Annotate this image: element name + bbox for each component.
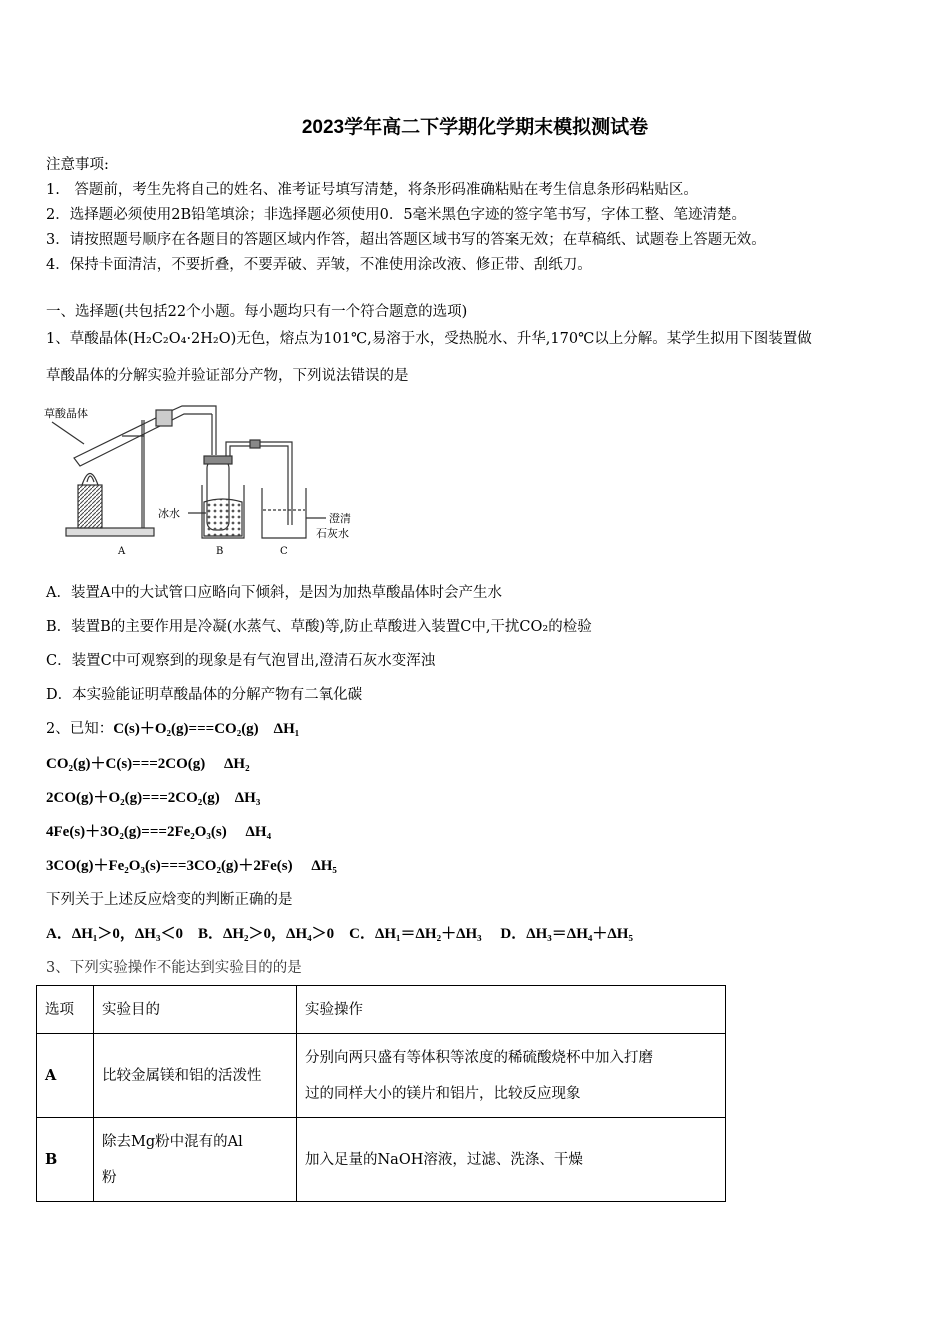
label-ice-water: 冰水 <box>158 507 180 520</box>
row-a-operation <box>297 1034 726 1118</box>
apparatus-figure <box>44 400 364 565</box>
row-a-operation-line-2: 过的同样大小的镁片和铝片，比较反应现象 <box>305 1085 581 1102</box>
q3-stem: 3、下列实验操作不能达到实验目的的是 <box>46 960 302 976</box>
notice-item-3: 3．请按照题号顺序在各题目的答题区域内作答，超出答题区域书写的答案无效；在草稿纸、试题卷上答题无效。 <box>46 232 766 248</box>
q2-equation-2: CO₂(g)＋C(s)===2CO(g) ΔH₂ <box>46 756 250 772</box>
question-1-line-1: 1、草酸晶体(H₂C₂O₄·2H₂O)无色，熔点为101℃,易溶于水，受热脱水、升华,170℃以上分解。某学生拟用下图装置做 <box>46 331 812 347</box>
q1-option-c: C．装置C中可观察到的现象是有气泡冒出,澄清石灰水变浑浊 <box>46 653 436 669</box>
row-b-operation: 加入足量的NaOH溶液，过滤、洗涤、干燥 <box>297 1118 726 1202</box>
header-purpose: 实验目的 <box>94 986 297 1034</box>
notice-item-4: 4．保持卡面清洁，不要折叠，不要弄破、弄皱，不准使用涂改液、修正带、刮纸刀。 <box>46 257 592 273</box>
row-b-option: B <box>37 1118 94 1202</box>
label-a: A <box>118 546 126 557</box>
row-b-purpose <box>94 1118 297 1202</box>
row-b-purpose-line-1: 除去Mg粉中混有的Al <box>102 1133 243 1150</box>
row-a-option: A <box>37 1034 94 1118</box>
label-c: C <box>280 546 288 557</box>
q2-equation-1-line <box>46 717 299 738</box>
table-header-row <box>37 986 726 1034</box>
label-clear: 澄清 <box>329 512 351 525</box>
question-1-line-2: 草酸晶体的分解实验并验证部分产物，下列说法错误的是 <box>46 368 409 384</box>
notice-item-2: 2．选择题必须使用2B铅笔填涂；非选择题必须使用0．5毫米黑色字迹的签字笔书写，字体工整、笔迹清楚。 <box>46 207 747 223</box>
q2-equation-1: C(s)＋O₂(g)===CO₂(g) ΔH₁ <box>113 721 300 737</box>
q1-option-b: B．装置B的主要作用是冷凝(水蒸气、草酸)等,防止草酸进入装置C中,干扰CO₂的检验 <box>46 619 592 635</box>
notice-heading: 注意事项: <box>46 157 109 173</box>
label-b: B <box>216 546 224 557</box>
notice-item-1: 1. 答题前，考生先将自己的姓名、准考证号填写清楚，将条形码准确粘贴在考生信息条形码粘贴区。 <box>46 182 698 198</box>
header-operation: 实验操作 <box>297 986 726 1034</box>
row-a-purpose: 比较金属镁和铝的活泼性 <box>94 1034 297 1118</box>
q3-table <box>36 985 726 1202</box>
q2-equation-3: 2CO(g)＋O₂(g)===2CO₂(g) ΔH₃ <box>46 790 261 806</box>
q2-options: A．ΔH₁＞0，ΔH₃＜0 B．ΔH₂＞0，ΔH₄＞0 C．ΔH₁＝ΔH₂＋ΔH₃ D．ΔH₃＝ΔH₄＋ΔH₅ <box>46 926 633 942</box>
q1-option-d: D．本实验能证明草酸晶体的分解产物有二氧化碳 <box>46 687 363 703</box>
label-limewater: 石灰水 <box>316 527 349 540</box>
q2-prefix: 2、已知： <box>46 721 114 737</box>
table-row <box>37 1118 726 1202</box>
q2-equation-4: 4Fe(s)＋3O₂(g)===2Fe₂O₃(s) ΔH₄ <box>46 824 272 840</box>
q2-stem: 下列关于上述反应焓变的判断正确的是 <box>46 892 293 908</box>
page-title: 2023学年高二下学期化学期末模拟测试卷 <box>301 117 649 138</box>
q1-option-a: A．装置A中的大试管口应略向下倾斜，是因为加热草酸晶体时会产生水 <box>46 585 502 601</box>
row-b-purpose-line-2: 粉 <box>102 1169 117 1186</box>
q2-equation-5: 3CO(g)＋Fe₂O₃(s)===3CO₂(g)＋2Fe(s) ΔH₅ <box>46 858 337 874</box>
table-row <box>37 1034 726 1118</box>
row-a-operation-line-1: 分别向两只盛有等体积等浓度的稀硫酸烧杯中加入打磨 <box>305 1049 653 1066</box>
label-oxalic-crystal: 草酸晶体 <box>44 407 88 420</box>
section-heading: 一、选择题(共包括22个小题。每小题均只有一个符合题意的选项) <box>46 304 468 320</box>
header-option: 选项 <box>37 986 94 1034</box>
